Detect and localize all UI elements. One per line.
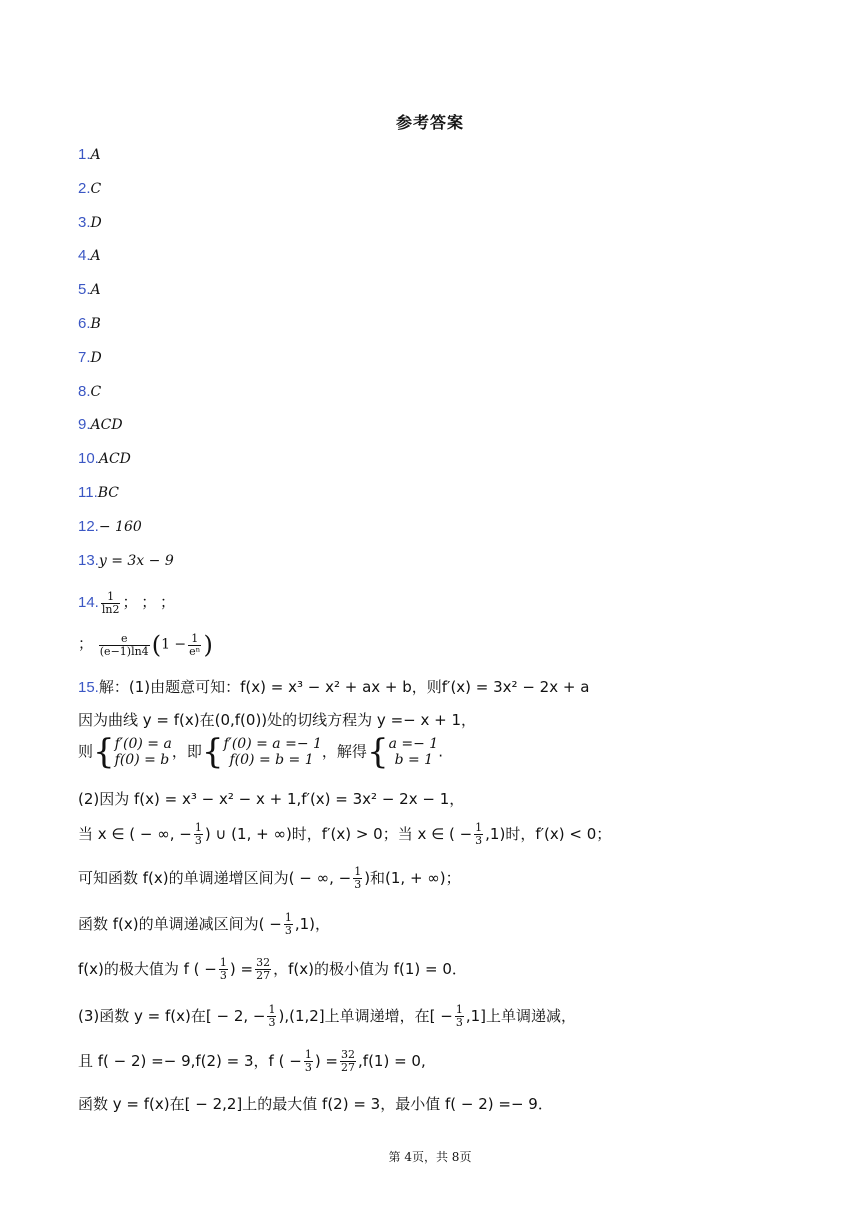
- answer-value: y = 3x − 9: [98, 552, 174, 569]
- answer-item: [78, 383, 101, 401]
- answer-value: A: [90, 282, 101, 299]
- answer-item: [78, 146, 101, 164]
- answer-item: [78, 349, 102, 367]
- fraction: $\frac{1}{\ln 2}$: [101, 590, 120, 617]
- answer-value: A: [90, 248, 101, 265]
- answer-number: 9.: [78, 416, 91, 434]
- answer-item: [78, 518, 142, 536]
- page-title: 参考答案: [395, 113, 464, 132]
- answer-14-line2: ； $\frac{e}{(e-1)\ln 4}$ (1 − $\frac{1}{\text{eⁿ}}$ ): [78, 631, 213, 659]
- answer-14: 14. $\frac{1}{\ln 2}$ ； ； ；: [78, 590, 175, 617]
- equation-system: f′(0) = a =− 1 f(0) = b = 1: [223, 736, 322, 768]
- q15-line-1: 15.解：(1)由题意可知：f(x) = x³ − x² + ax + b，则f′(x) = 3x² − 2x + a: [78, 678, 590, 696]
- answer-number: 12.: [78, 517, 99, 535]
- answer-value: A: [90, 147, 101, 163]
- answer-value: D: [90, 214, 102, 231]
- q15-line-7: 函数 f(x)的单调递减区间为( − $\frac{1}{3}$ ,1)，: [78, 911, 330, 937]
- answer-value: B: [90, 316, 101, 332]
- q15-line-4: (2)因为 f(x) = x³ − x² − x + 1,f′(x) = 3x² − 2x − 1，: [78, 790, 465, 808]
- answer-number: 1.: [78, 146, 91, 163]
- q15-line-9: (3)函数 y = f(x)在[ − 2, − $\frac{1}{3}$ ),(1,2]上单调递增，在[ − $\frac{1}{3}$ ,1]上单调递减，: [78, 1003, 577, 1029]
- answer-item: [78, 180, 101, 198]
- q15-line-11: 函数 y = f(x)在[ − 2,2]上的最大值 f(2) = 3，最小值 f( − 2) =− 9．: [78, 1095, 553, 1113]
- fraction: $\frac{1}{\text{eⁿ}}$: [189, 631, 201, 658]
- answer-value: ACD: [98, 451, 131, 468]
- answer-number: 10.: [78, 450, 99, 468]
- answer-item: [78, 214, 102, 232]
- answer-number: 8.: [78, 382, 91, 400]
- answer-item: [78, 450, 131, 468]
- q15-line-10: 且 f( − 2) =− 9,f(2) = 3，f ( − $\frac{1}{3}$ ) = $\frac{32}{27}$ ,f(1) = 0,: [78, 1048, 426, 1074]
- answer-item: [78, 247, 101, 265]
- answer-item: [78, 552, 174, 570]
- answer-number: 14.: [78, 594, 99, 611]
- answer-number: 11.: [78, 484, 98, 501]
- answer-number: 3.: [78, 213, 91, 231]
- answer-item: [78, 484, 119, 502]
- answer-number: 7.: [78, 348, 91, 366]
- equation-system: f′(0) = a f(0) = b: [114, 736, 172, 768]
- answer-number: 5.: [78, 281, 91, 299]
- answer-number: 13.: [78, 551, 99, 569]
- equation-system: a =− 1 b = 1: [388, 736, 439, 768]
- page-footer: 第 4页，共 8页: [388, 1150, 472, 1164]
- q15-line-3: 则{ f′(0) = a f(0) = b ，即{ f′(0) = a =− 1 f(0) = b = 1 ，解得{ a =− 1 b = 1 .: [78, 732, 443, 772]
- q15-line-5: 当 x ∈ ( − ∞, − $\frac{1}{3}$ ) ∪ (1, + ∞)时，f′(x) > 0；当 x ∈ ( − $\frac{1}{3}$ ,1)时，f′(x) < 0；: [78, 821, 612, 847]
- answer-value: BC: [97, 485, 120, 501]
- answer-value: − 160: [98, 518, 142, 535]
- answer-number: 4.: [78, 247, 91, 265]
- answer-value: C: [90, 383, 102, 400]
- answer-item: [78, 315, 101, 333]
- answer-item: [78, 416, 123, 434]
- answer-value: ACD: [90, 417, 123, 434]
- answer-number: 2.: [78, 179, 91, 197]
- fraction: $\frac{e}{(e-1)\ln 4}$: [99, 631, 149, 658]
- answer-value: C: [90, 180, 102, 197]
- answer-value: D: [90, 349, 102, 366]
- q15-line-8: f(x)的极大值为 f ( − $\frac{1}{3}$ ) = $\frac{32}{27}$ ，f(x)的极小值为 f(1) = 0．: [78, 956, 467, 982]
- answer-number: 6.: [78, 315, 91, 332]
- q15-line-2: 因为曲线 y = f(x)在(0,f(0))处的切线方程为 y =− x + 1，: [78, 711, 476, 729]
- q15-line-6: 可知函数 f(x)的单调递增区间为( − ∞, − $\frac{1}{3}$ )和(1, + ∞)；: [78, 865, 461, 891]
- answer-item: [78, 281, 101, 299]
